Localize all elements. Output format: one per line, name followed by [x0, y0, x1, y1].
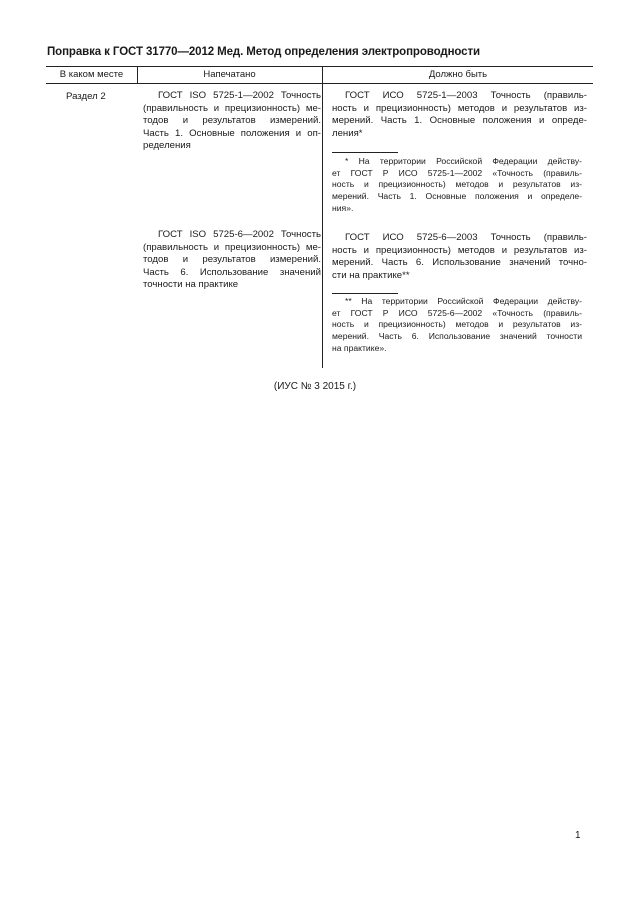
text-line: тодов и результатов измерений.	[143, 115, 321, 127]
should-be-cell-1	[332, 90, 587, 140]
text-line: ГОСТ ISO 5725-6—2002 Точность	[158, 229, 321, 240]
header-printed: Напечатано	[203, 69, 256, 80]
col-divider-2	[322, 66, 323, 368]
printed-cell-2	[143, 229, 321, 292]
text-line: * На территории Российской Федерации действу-	[345, 156, 582, 166]
text-line: ределения	[143, 140, 191, 152]
place-cell: Раздел 2	[66, 91, 106, 102]
text-line: ность и прецизионность) методов и результатов из-	[332, 102, 587, 114]
table-top-border	[46, 66, 593, 67]
text-line: Часть 6. Использование значений	[143, 266, 321, 278]
should-be-cell-2	[332, 232, 587, 282]
text-line: мерений. Часть 6. Использование значений точно-	[332, 257, 587, 269]
footnote-1	[332, 156, 582, 215]
text-line: ления*	[332, 127, 363, 139]
ius-reference: (ИУС № 3 2015 г.)	[273, 381, 357, 392]
text-line: (правильность и прецизионность) ме-	[143, 102, 321, 114]
text-line: ет ГОСТ Р ИСО 5725-1—2002 «Точность (правиль-	[332, 167, 582, 178]
header-should-be: Должно быть	[428, 69, 488, 80]
text-line: ность и прецизионность) методов и результатов из-	[332, 244, 587, 256]
text-line: (правильность и прецизионность) ме-	[143, 241, 321, 253]
text-line: мерений. Часть 1. Основные положения и опреде-	[332, 115, 587, 127]
text-line: сти на практике**	[332, 269, 410, 281]
printed-cell-1	[143, 90, 321, 153]
text-line: ГОСТ ИСО 5725-6—2003 Точность (правиль-	[345, 232, 587, 243]
page-number: 1	[575, 830, 581, 841]
header-place: В каком месте	[59, 69, 124, 80]
text-line: на практике».	[332, 342, 387, 353]
text-line: ет ГОСТ Р ИСО 5725-6—2002 «Точность (правиль-	[332, 307, 582, 318]
footnote-rule-2	[332, 293, 398, 294]
text-line: мерений. Часть 1. Основные положения и определе-	[332, 191, 582, 202]
text-line: точности на практике	[143, 279, 239, 291]
table-header-border	[46, 83, 593, 84]
text-line: ** На территории Российской Федерации действу-	[345, 296, 582, 306]
text-line: ность и прецизионность) методов и результатов из-	[332, 179, 582, 190]
corrections-table	[46, 66, 593, 368]
text-line: Часть 1. Основные положения и оп-	[143, 127, 321, 139]
text-line: тодов и результатов измерений.	[143, 254, 321, 266]
text-line: ность и прецизионность) методов и результатов из-	[332, 319, 582, 330]
footnote-2	[332, 296, 582, 355]
text-line: ГОСТ ИСО 5725-1—2003 Точность (правиль-	[345, 90, 587, 101]
text-line: ния».	[332, 202, 354, 213]
text-line: ГОСТ ISO 5725-1—2002 Точность	[158, 90, 321, 101]
text-line: мерений. Часть 6. Использование значений точности	[332, 331, 582, 342]
document-title: Поправка к ГОСТ 31770—2012 Мед. Метод определения электропроводности	[47, 46, 480, 58]
footnote-rule-1	[332, 152, 398, 153]
